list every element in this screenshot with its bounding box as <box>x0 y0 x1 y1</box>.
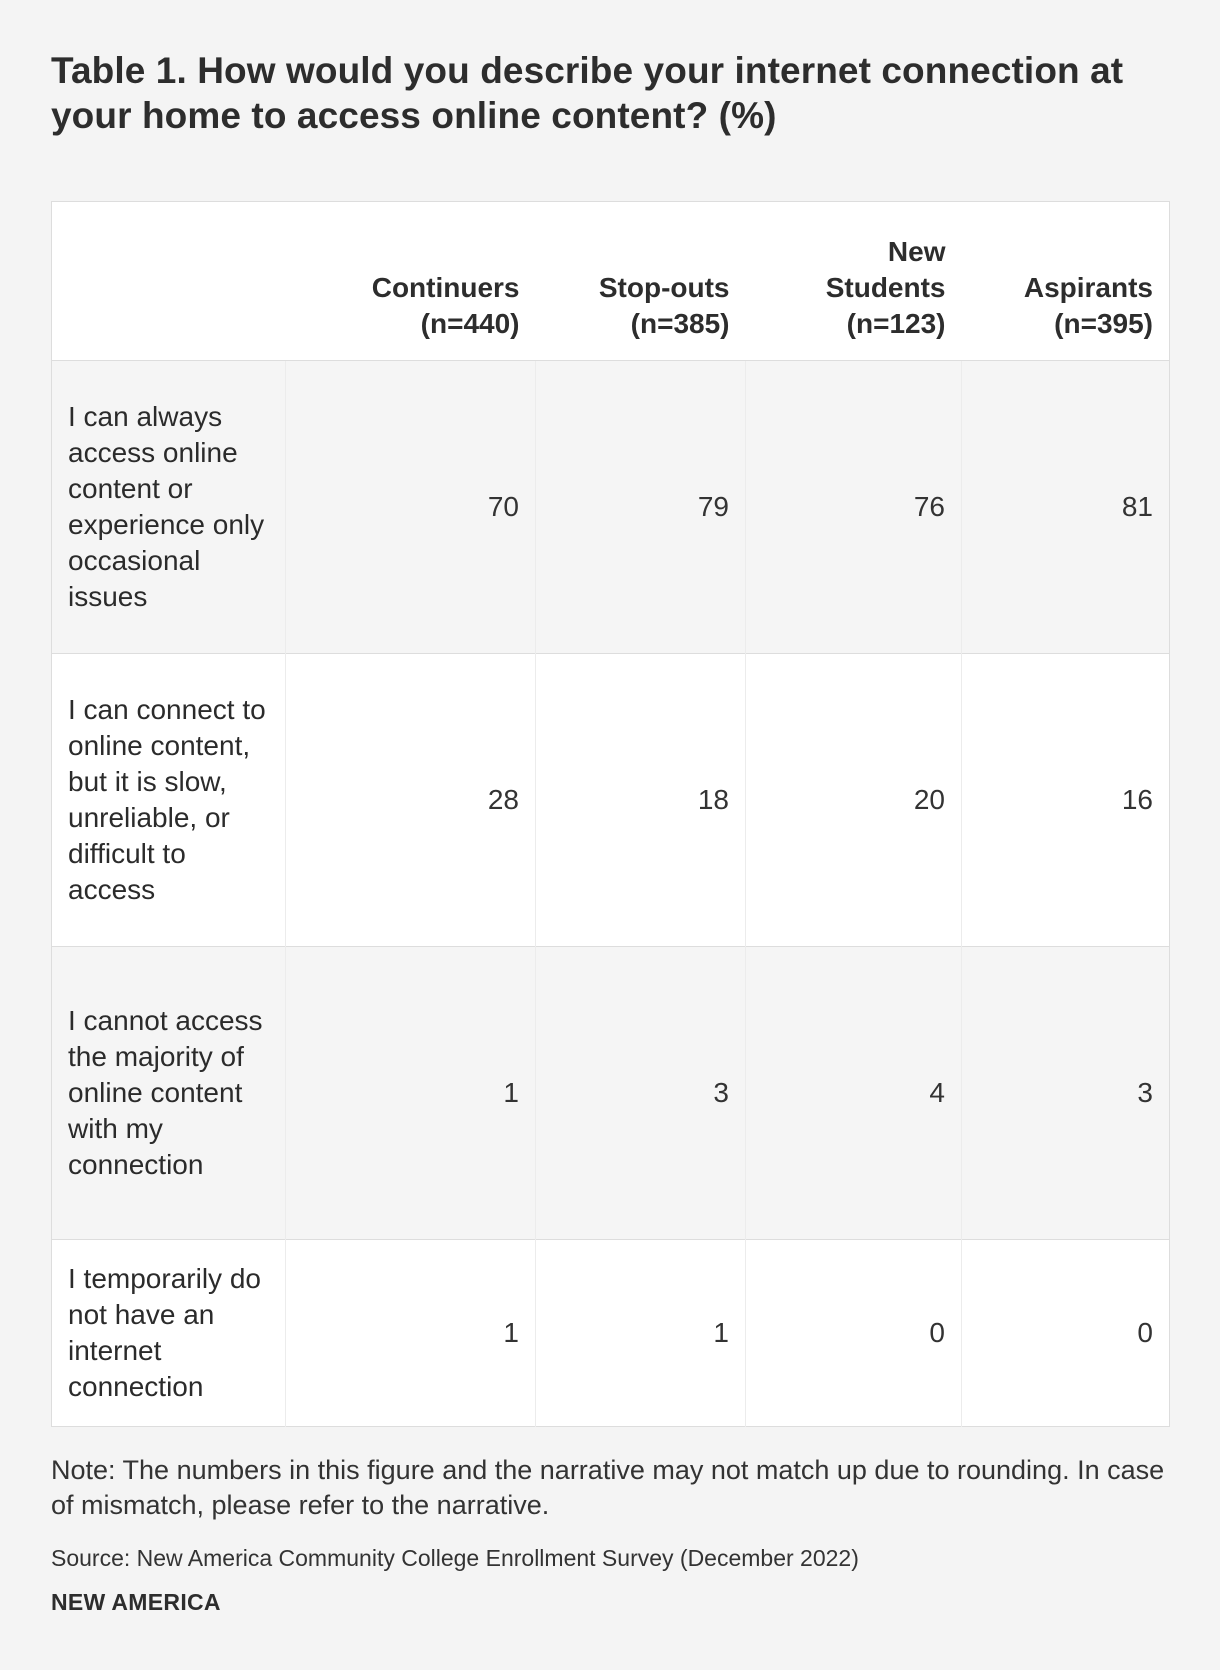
cell-value: 4 <box>746 947 962 1240</box>
column-header-new-students <box>746 202 962 361</box>
cell-value: 0 <box>962 1240 1170 1427</box>
column-n: (n=395) <box>1054 308 1153 339</box>
page-title: Table 1. How would you describe your internet connection at your home to access online content? (%) <box>51 50 1124 136</box>
column-n: (n=385) <box>630 308 730 339</box>
table-header <box>52 202 1170 361</box>
column-header-aspirants <box>962 202 1170 361</box>
footnote: Note: The numbers in this figure and the narrative may not match up due to rounding. In case of mismatch, please refer to the narrative. <box>51 1455 1165 1520</box>
table-row <box>52 654 1170 947</box>
brand-wordmark: NEW AMERICA <box>51 1589 221 1615</box>
column-name: Stop-outs <box>598 272 730 303</box>
cell-value: 16 <box>962 654 1170 947</box>
cell-value: 1 <box>286 947 536 1240</box>
row-label: I can connect to online content, but it is slow, unreliable, or difficult to access <box>52 654 286 947</box>
row-label: I cannot access the majority of online content with my connection <box>52 947 286 1240</box>
cell-value: 28 <box>286 654 536 947</box>
column-n: (n=123) <box>846 308 946 339</box>
column-header-stop-outs <box>536 202 746 361</box>
cell-value: 70 <box>286 361 536 654</box>
cell-value: 0 <box>746 1240 962 1427</box>
data-table <box>51 201 1170 1427</box>
table-container <box>51 201 1169 1427</box>
column-header-continuers <box>286 202 536 361</box>
cell-value: 18 <box>536 654 746 947</box>
header-blank-cell <box>52 202 286 361</box>
row-label: I temporarily do not have an internet connection <box>52 1240 286 1427</box>
cell-value: 81 <box>962 361 1170 654</box>
column-name: Continuers <box>371 272 520 303</box>
cell-value: 79 <box>536 361 746 654</box>
source-line: Source: New America Community College Enrollment Survey (December 2022) <box>51 1545 859 1571</box>
page <box>51 0 1169 1617</box>
column-n: (n=440) <box>420 308 520 339</box>
column-name: Aspirants <box>1023 272 1153 303</box>
cell-value: 76 <box>746 361 962 654</box>
header-row <box>52 202 1170 361</box>
table-row <box>52 947 1170 1240</box>
cell-value: 1 <box>286 1240 536 1427</box>
table-body <box>52 361 1170 1427</box>
column-name: New Students <box>825 236 946 303</box>
cell-value: 1 <box>536 1240 746 1427</box>
cell-value: 3 <box>536 947 746 1240</box>
row-label: I can always access online content or experience only occasional issues <box>52 361 286 654</box>
table-row <box>52 361 1170 654</box>
table-row <box>52 1240 1170 1427</box>
cell-value: 3 <box>962 947 1170 1240</box>
cell-value: 20 <box>746 654 962 947</box>
